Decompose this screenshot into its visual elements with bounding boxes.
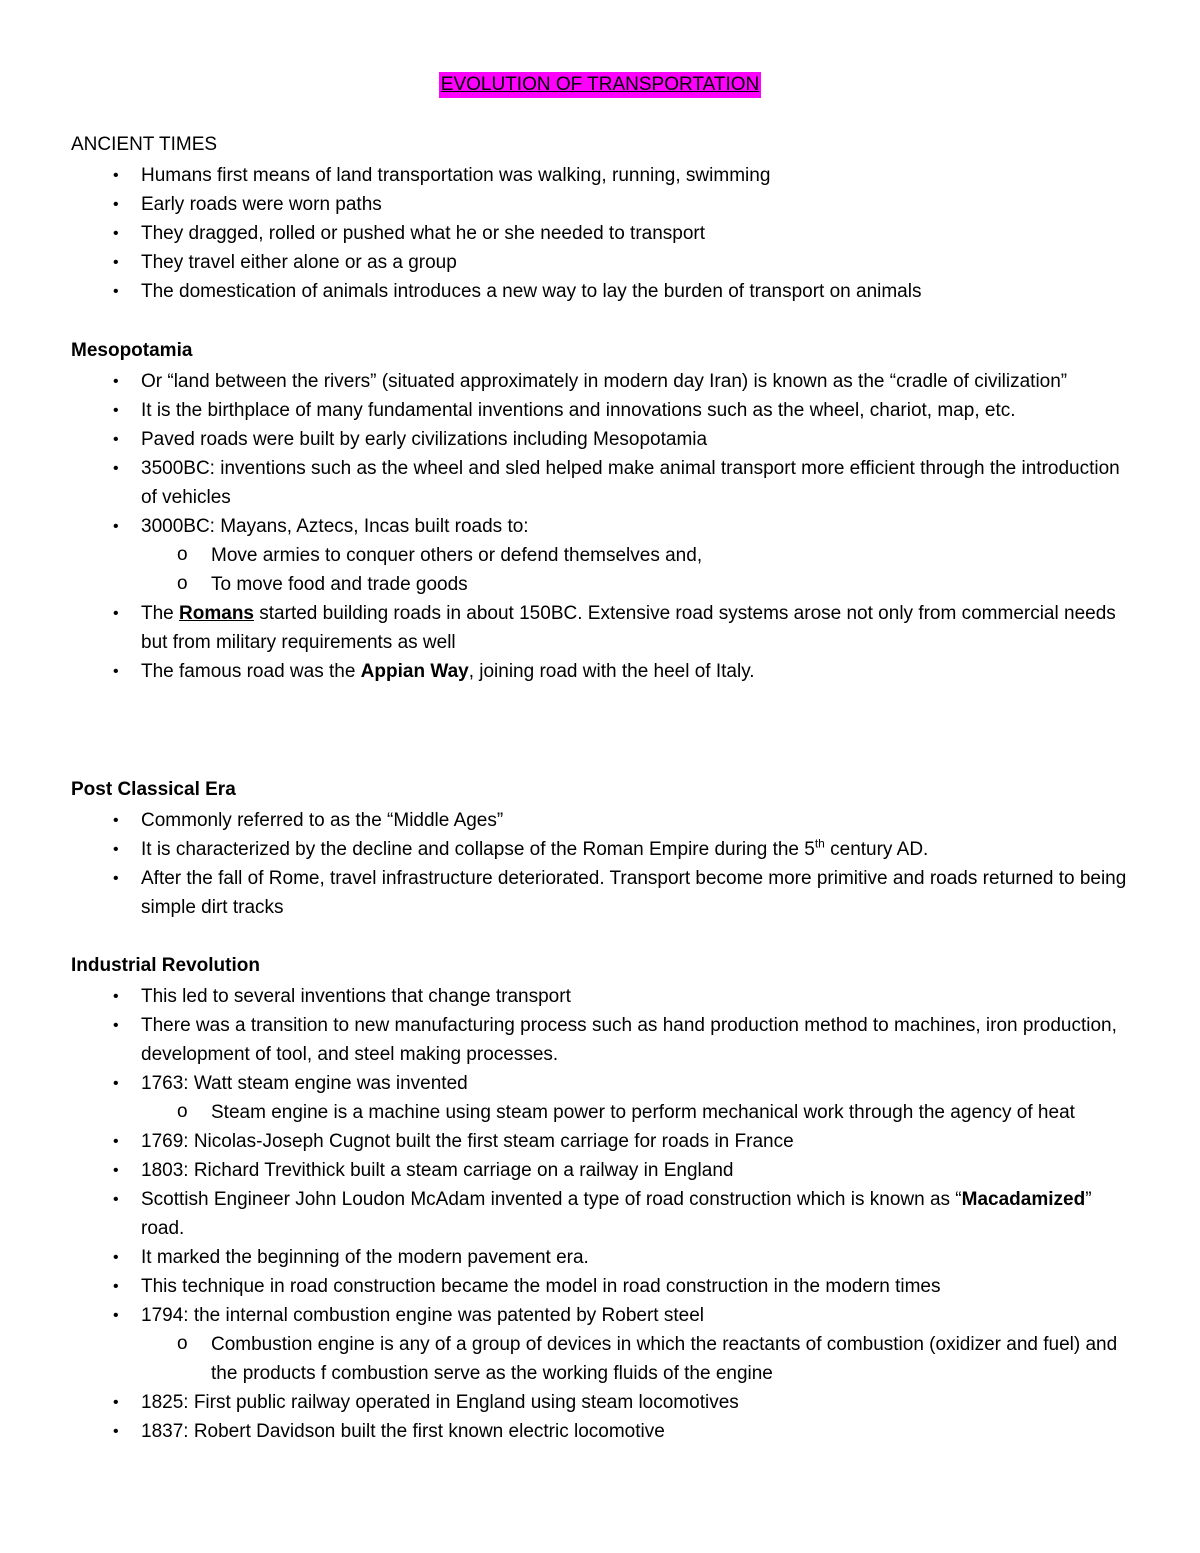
list-item: • Or “land between the rivers” (situated approximately in modern day Iran) is known as the “cradle of civilization”	[71, 367, 1131, 396]
bullet-icon: •	[113, 1307, 119, 1324]
document-title: EVOLUTION OF TRANSPORTATION	[439, 72, 761, 98]
sub-list-item: o Steam engine is a machine using steam power to perform mechanical work through the agency of heat	[141, 1098, 1131, 1127]
list-item: • Scottish Engineer John Loudon McAdam invented a type of road construction which is known as “Macadamized” road.	[71, 1185, 1131, 1243]
romans-term: Romans	[179, 603, 254, 624]
section-heading: ANCIENT TIMES	[71, 134, 218, 155]
list-item: • After the fall of Rome, travel infrastructure deteriorated. Transport become more primitive and roads returned to being simple dirt tracks	[71, 864, 1131, 922]
sub-bullet-list	[141, 1330, 1131, 1388]
bullet-list	[71, 367, 1131, 686]
bullet-icon: •	[113, 988, 119, 1005]
bullet-list	[71, 982, 1131, 1446]
bullet-icon: •	[113, 1017, 119, 1034]
list-item: • The Romans started building roads in about 150BC. Extensive road systems arose not only from commercial needs but from military requirements as well	[71, 599, 1131, 657]
bullet-list	[71, 806, 1131, 922]
bullet-icon: •	[113, 431, 119, 448]
list-item: • 1825: First public railway operated in England using steam locomotives	[71, 1388, 1131, 1417]
list-item: • 1794: the internal combustion engine was patented by Robert steel o Combustion engine is any of a group of devices in which the reactants of combustion (oxidizer and fuel) and the products f combustion serve as the working fluids of the engine	[71, 1301, 1131, 1388]
section-industrial-revolution	[71, 953, 1131, 1446]
list-item: • 1837: Robert Davidson built the first known electric locomotive	[71, 1417, 1131, 1446]
bullet-icon: •	[113, 841, 119, 858]
bullet-icon: •	[113, 283, 119, 300]
section-post-classical-era	[71, 777, 1131, 922]
bullet-icon: •	[113, 1394, 119, 1411]
bullet-icon: •	[113, 1249, 119, 1266]
bullet-icon: •	[113, 1278, 119, 1295]
list-item: • Paved roads were built by early civilizations including Mesopotamia	[71, 425, 1131, 454]
list-item: • They travel either alone or as a group	[71, 248, 1131, 277]
list-item: • It is the birthplace of many fundamental inventions and innovations such as the wheel, chariot, map, etc.	[71, 396, 1131, 425]
bullet-icon: •	[113, 254, 119, 271]
bullet-list	[71, 161, 1131, 306]
bullet-icon: •	[113, 402, 119, 419]
bullet-icon: •	[113, 1133, 119, 1150]
bullet-icon: •	[113, 373, 119, 390]
list-item: • 1803: Richard Trevithick built a steam carriage on a railway in England	[71, 1156, 1131, 1185]
bullet-icon: •	[113, 1423, 119, 1440]
bullet-icon: •	[113, 663, 119, 680]
list-item: • 3500BC: inventions such as the wheel and sled helped make animal transport more efficient through the introduction of vehicles	[71, 454, 1131, 512]
bullet-icon: •	[113, 167, 119, 184]
bullet-icon: •	[113, 1191, 119, 1208]
section-ancient-times	[71, 132, 1131, 306]
circle-bullet-icon: o	[177, 1333, 188, 1354]
bullet-icon: •	[113, 225, 119, 242]
list-item: • 1763: Watt steam engine was invented o Steam engine is a machine using steam power to perform mechanical work through the agency of heat	[71, 1069, 1131, 1127]
macadamized-term: Macadamized	[961, 1189, 1086, 1210]
section-heading: Industrial Revolution	[71, 955, 260, 976]
section-heading: Mesopotamia	[71, 340, 193, 361]
list-item: • The famous road was the Appian Way, joining road with the heel of Italy.	[71, 657, 1131, 686]
list-item: • They dragged, rolled or pushed what he or she needed to transport	[71, 219, 1131, 248]
section-heading: Post Classical Era	[71, 779, 236, 800]
bullet-icon: •	[113, 1162, 119, 1179]
bullet-icon: •	[113, 460, 119, 477]
list-item: • It is characterized by the decline and collapse of the Roman Empire during the 5th century AD.	[71, 835, 1131, 864]
section-mesopotamia	[71, 338, 1131, 686]
list-item: • The domestication of animals introduces a new way to lay the burden of transport on animals	[71, 277, 1131, 306]
bullet-icon: •	[113, 870, 119, 887]
circle-bullet-icon: o	[177, 544, 188, 565]
title-container	[0, 72, 1200, 98]
list-item: • There was a transition to new manufacturing process such as hand production method to machines, iron production, development of tool, and steel making processes.	[71, 1011, 1131, 1069]
list-item: • Early roads were worn paths	[71, 190, 1131, 219]
sub-list-item: o To move food and trade goods	[141, 570, 1131, 599]
sub-list-item: o Move armies to conquer others or defend themselves and,	[141, 541, 1131, 570]
bullet-icon: •	[113, 518, 119, 535]
bullet-icon: •	[113, 812, 119, 829]
list-item: • This technique in road construction became the model in road construction in the modern times	[71, 1272, 1131, 1301]
list-item: • This led to several inventions that change transport	[71, 982, 1131, 1011]
bullet-icon: •	[113, 1075, 119, 1092]
circle-bullet-icon: o	[177, 1101, 188, 1122]
appian-way-term: Appian Way	[360, 661, 469, 682]
circle-bullet-icon: o	[177, 573, 188, 594]
sub-list-item: o Combustion engine is any of a group of devices in which the reactants of combustion (oxidizer and fuel) and the products f combustion serve as the working fluids of the engine	[141, 1330, 1131, 1388]
bullet-icon: •	[113, 196, 119, 213]
sub-bullet-list	[141, 541, 1131, 599]
sub-bullet-list	[141, 1098, 1131, 1127]
list-item: • Commonly referred to as the “Middle Ages”	[71, 806, 1131, 835]
list-item: • Humans first means of land transportation was walking, running, swimming	[71, 161, 1131, 190]
bullet-icon: •	[113, 605, 119, 622]
list-item: • 3000BC: Mayans, Aztecs, Incas built roads to: o Move armies to conquer others or defend themselves and, o To move food and trade goods	[71, 512, 1131, 599]
list-item: • It marked the beginning of the modern pavement era.	[71, 1243, 1131, 1272]
list-item: • 1769: Nicolas-Joseph Cugnot built the first steam carriage for roads in France	[71, 1127, 1131, 1156]
